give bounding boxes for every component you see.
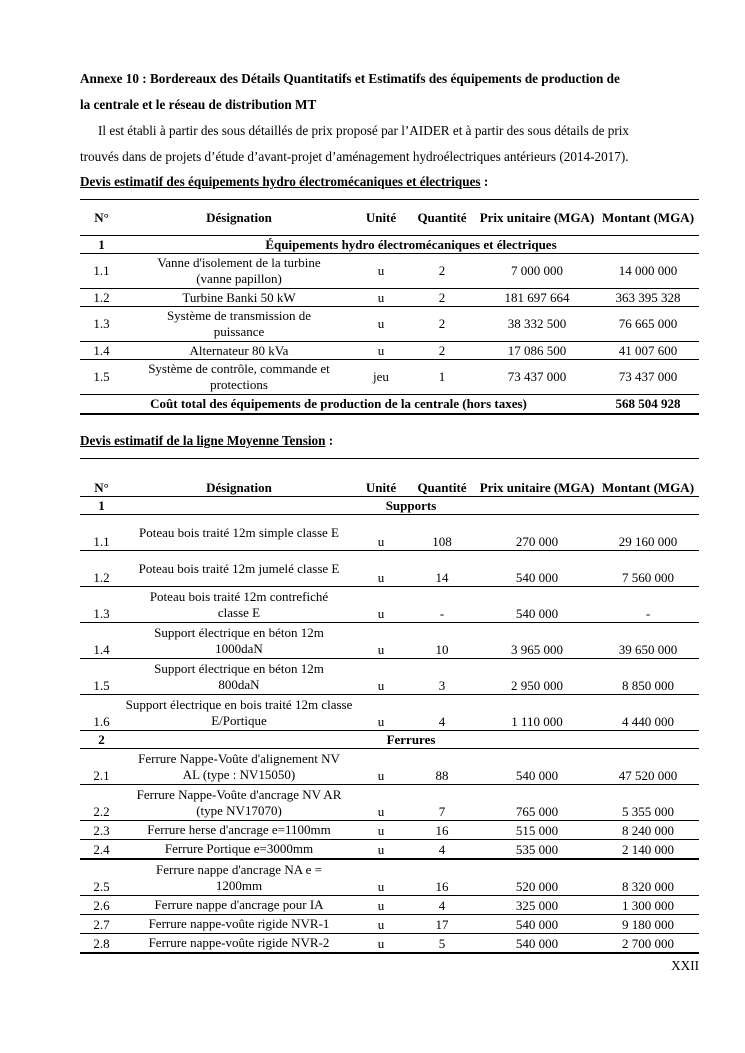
col-header-number: N° [80,459,123,497]
cell-unit: u [355,254,407,289]
cell-number: 2.2 [80,785,123,821]
total-row [80,395,699,415]
cell-designation: Vanne d'isolement de la turbine (vanne papillon) [123,254,355,289]
cell-designation: Support électrique en béton 12m 1000daN [123,623,355,659]
cell-unit-price: 3 965 000 [477,623,597,659]
cell-unit: u [355,695,407,731]
cell-designation: Poteau bois traité 12m jumelé classe E [123,551,355,587]
cell-quantity: 4 [407,840,477,860]
cell-unit: u [355,749,407,785]
devis1-title-text: Devis estimatif des équipements hydro électromécaniques et électriques [80,174,481,189]
cell-unit: u [355,623,407,659]
cell-amount: 363 395 328 [597,289,699,307]
cell-number: 2.1 [80,749,123,785]
cell-designation: Ferrure nappe-voûte rigide NVR-1 [123,915,355,934]
intro-line-2: trouvés dans de projets d’étude d’avant-projet d’aménagement hydroélectriques antérieurs (2014-2017). [80,149,629,164]
cell-unit-price: 765 000 [477,785,597,821]
col-header-quantity: Quantité [407,459,477,497]
cell-designation: Ferrure herse d'ancrage e=1100mm [123,821,355,840]
cell-amount: 47 520 000 [597,749,699,785]
col-header-designation: Désignation [123,200,355,236]
col-header-quantity: Quantité [407,200,477,236]
cell-unit-price: 73 437 000 [477,360,597,395]
table-row [80,360,699,395]
cell-unit: u [355,915,407,934]
cell-quantity: 17 [407,915,477,934]
cell-amount: 4 440 000 [597,695,699,731]
cell-number: 1.3 [80,307,123,342]
cell-designation: Support électrique en bois traité 12m classe E/Portique [123,695,355,731]
cell-number: 1.4 [80,623,123,659]
cell-designation: Ferrure Nappe-Voûte d'alignement NV AL (type : NV15050) [123,749,355,785]
cell-number: 1.1 [80,515,123,551]
devis1-header-row [80,200,699,236]
table-row [80,915,699,934]
devis1-title-suffix: : [480,174,489,189]
section-label: Ferrures [123,731,699,749]
cell-unit: u [355,859,407,896]
cell-unit: u [355,307,407,342]
section-row [80,236,699,254]
devis2-title [80,433,333,449]
cell-designation: Turbine Banki 50 kW [123,289,355,307]
cell-number: 2.5 [80,859,123,896]
annex-heading [80,66,700,118]
devis1-title [80,174,488,190]
cell-unit: u [355,934,407,954]
devis2-title-suffix: : [325,433,334,448]
cell-amount: 8 240 000 [597,821,699,840]
cell-amount: 8 320 000 [597,859,699,896]
section-row [80,731,699,749]
cell-unit-price: 270 000 [477,515,597,551]
table-row [80,659,699,695]
cell-quantity: 108 [407,515,477,551]
devis1-table [80,199,699,415]
cell-quantity: 14 [407,551,477,587]
cell-quantity: 16 [407,859,477,896]
cell-unit: u [355,515,407,551]
cell-unit-price: 540 000 [477,587,597,623]
cell-unit: u [355,551,407,587]
cell-designation: Ferrure Portique e=3000mm [123,840,355,860]
cell-quantity: 4 [407,695,477,731]
table-row [80,859,699,896]
intro-paragraph [80,118,700,170]
cell-amount: 41 007 600 [597,342,699,360]
cell-amount: - [597,587,699,623]
cell-quantity: 2 [407,254,477,289]
cell-amount: 76 665 000 [597,307,699,342]
col-header-unit-price: Prix unitaire (MGA) [477,459,597,497]
cell-unit: jeu [355,360,407,395]
section-number: 2 [80,731,123,749]
cell-number: 1.3 [80,587,123,623]
cell-unit: u [355,821,407,840]
cell-number: 1.6 [80,695,123,731]
table-row [80,896,699,915]
cell-quantity: 88 [407,749,477,785]
cell-designation: Système de transmission de puissance [123,307,355,342]
section-number: 1 [80,497,123,515]
total-label: Coût total des équipements de production de la centrale (hors taxes) [80,395,597,415]
cell-amount: 8 850 000 [597,659,699,695]
cell-unit-price: 515 000 [477,821,597,840]
cell-unit-price: 17 086 500 [477,342,597,360]
cell-designation: Ferrure Nappe-Voûte d'ancrage NV AR (type NV17070) [123,785,355,821]
cell-unit: u [355,659,407,695]
cell-designation: Poteau bois traité 12m simple classe E [123,515,355,551]
cell-quantity: 2 [407,307,477,342]
section-row [80,497,699,515]
cell-unit: u [355,587,407,623]
cell-unit: u [355,840,407,860]
cell-designation: Ferrure nappe d'ancrage NA e = 1200mm [123,859,355,896]
table-row [80,254,699,289]
cell-designation: Système de contrôle, commande et protections [123,360,355,395]
table-row [80,623,699,659]
cell-unit-price: 520 000 [477,859,597,896]
section-label: Supports [123,497,699,515]
cell-number: 1.4 [80,342,123,360]
cell-unit: u [355,896,407,915]
cell-quantity: 5 [407,934,477,954]
cell-quantity: 4 [407,896,477,915]
cell-amount: 14 000 000 [597,254,699,289]
col-header-unit: Unité [355,200,407,236]
cell-unit-price: 540 000 [477,934,597,954]
col-header-amount: Montant (MGA) [597,459,699,497]
cell-designation: Ferrure nappe-voûte rigide NVR-2 [123,934,355,954]
table-row [80,289,699,307]
table-row [80,695,699,731]
cell-unit-price: 38 332 500 [477,307,597,342]
cell-quantity: 16 [407,821,477,840]
devis2-table [80,458,699,954]
devis2-title-text: Devis estimatif de la ligne Moyenne Tension [80,433,326,448]
table-row [80,749,699,785]
cell-number: 2.6 [80,896,123,915]
cell-designation: Poteau bois traité 12m contrefiché classe E [123,587,355,623]
cell-number: 2.4 [80,840,123,860]
section-label: Équipements hydro électromécaniques et électriques [123,236,699,254]
cell-unit-price: 1 110 000 [477,695,597,731]
section-number: 1 [80,236,123,254]
table-row [80,515,699,551]
table-row [80,821,699,840]
cell-unit-price: 7 000 000 [477,254,597,289]
cell-amount: 1 300 000 [597,896,699,915]
heading-line-1: Annexe 10 : Bordereaux des Détails Quantitatifs et Estimatifs des équipements de production de [80,71,620,86]
cell-amount: 39 650 000 [597,623,699,659]
cell-amount: 29 160 000 [597,515,699,551]
cell-unit: u [355,289,407,307]
cell-quantity: - [407,587,477,623]
intro-line-1: Il est établi à partir des sous détaillés de prix proposé par l’AIDER et à partir des sous détails de prix [98,123,630,138]
cell-unit-price: 181 697 664 [477,289,597,307]
cell-designation: Alternateur 80 kVa [123,342,355,360]
cell-unit: u [355,342,407,360]
cell-number: 1.2 [80,551,123,587]
table-row [80,840,699,860]
col-header-unit: Unité [355,459,407,497]
cell-quantity: 7 [407,785,477,821]
table-row [80,551,699,587]
table-row [80,342,699,360]
cell-amount: 7 560 000 [597,551,699,587]
cell-number: 2.8 [80,934,123,954]
cell-amount: 2 140 000 [597,840,699,860]
page-number: XXII [671,958,699,973]
cell-number: 1.1 [80,254,123,289]
cell-unit: u [355,785,407,821]
cell-amount: 2 700 000 [597,934,699,954]
cell-designation: Ferrure nappe d'ancrage pour IA [123,896,355,915]
cell-number: 1.2 [80,289,123,307]
cell-amount: 9 180 000 [597,915,699,934]
cell-quantity: 2 [407,289,477,307]
devis2-header-row [80,459,699,497]
cell-amount: 73 437 000 [597,360,699,395]
total-amount: 568 504 928 [597,395,699,415]
col-header-amount: Montant (MGA) [597,200,699,236]
table-row [80,587,699,623]
cell-unit-price: 325 000 [477,896,597,915]
table-row [80,307,699,342]
col-header-unit-price: Prix unitaire (MGA) [477,200,597,236]
cell-amount: 5 355 000 [597,785,699,821]
cell-quantity: 10 [407,623,477,659]
table-row [80,785,699,821]
cell-unit-price: 540 000 [477,749,597,785]
cell-number: 2.3 [80,821,123,840]
cell-unit-price: 540 000 [477,915,597,934]
cell-unit-price: 2 950 000 [477,659,597,695]
cell-unit-price: 540 000 [477,551,597,587]
cell-number: 1.5 [80,659,123,695]
cell-designation: Support électrique en béton 12m 800daN [123,659,355,695]
cell-quantity: 3 [407,659,477,695]
cell-number: 2.7 [80,915,123,934]
col-header-number: N° [80,200,123,236]
cell-quantity: 2 [407,342,477,360]
cell-number: 1.5 [80,360,123,395]
col-header-designation: Désignation [123,459,355,497]
cell-quantity: 1 [407,360,477,395]
cell-unit-price: 535 000 [477,840,597,860]
table-row [80,934,699,954]
heading-line-2: la centrale et le réseau de distribution MT [80,97,317,112]
